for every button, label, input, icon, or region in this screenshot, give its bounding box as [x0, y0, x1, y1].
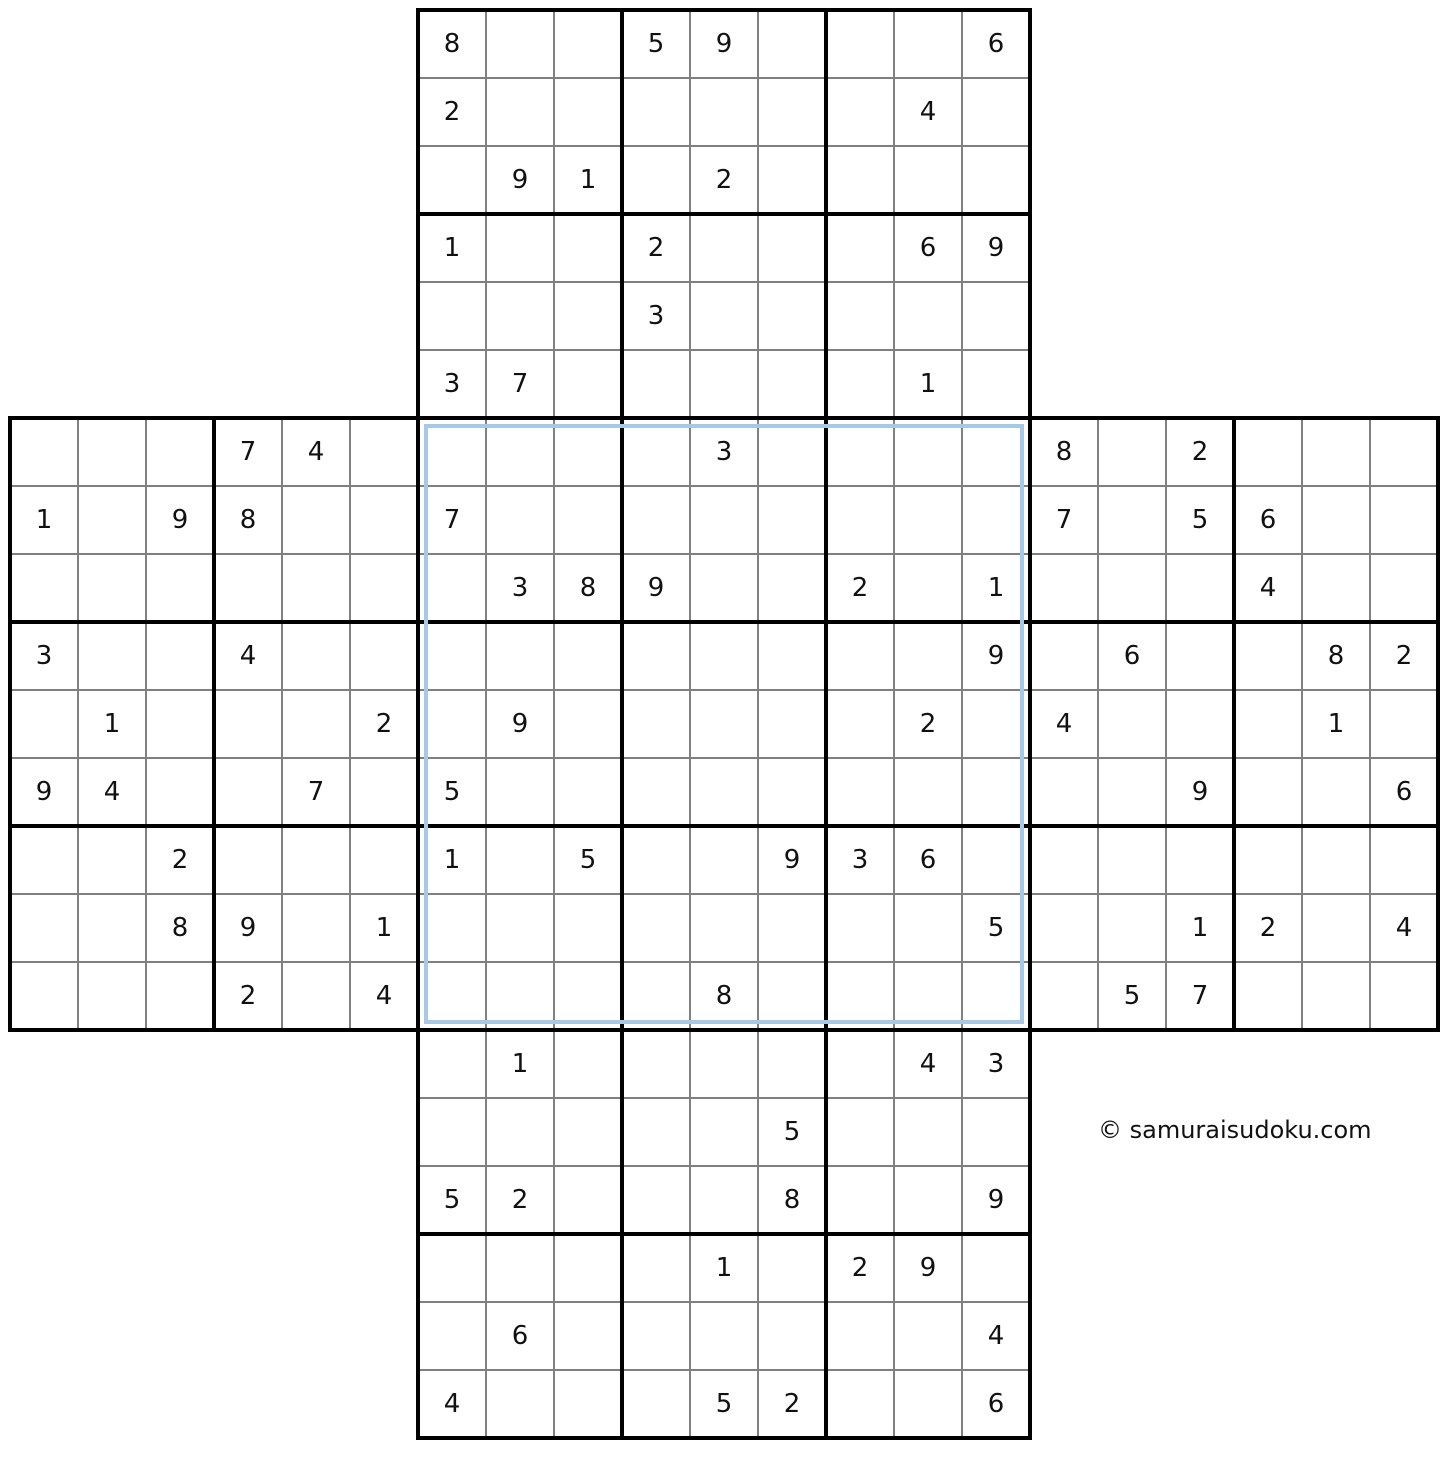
sudoku-cell[interactable]	[554, 622, 622, 690]
sudoku-cell[interactable]	[622, 418, 690, 486]
sudoku-cell[interactable]	[962, 418, 1030, 486]
sudoku-cell: 4	[1030, 690, 1098, 758]
sudoku-cell[interactable]	[1370, 962, 1438, 1030]
sudoku-cell[interactable]	[214, 690, 282, 758]
sudoku-cell: 9	[622, 554, 690, 622]
sudoku-cell[interactable]	[1098, 826, 1166, 894]
sudoku-cell[interactable]	[486, 10, 554, 78]
sudoku-cell: 5	[962, 894, 1030, 962]
sudoku-cell[interactable]	[758, 214, 826, 282]
sudoku-cell[interactable]	[554, 214, 622, 282]
sudoku-cell: 2	[1166, 418, 1234, 486]
sudoku-cell[interactable]	[962, 486, 1030, 554]
sudoku-cell[interactable]	[826, 214, 894, 282]
sudoku-cell: 1	[418, 214, 486, 282]
sudoku-cell: 2	[826, 1234, 894, 1302]
sudoku-cell: 5	[1166, 486, 1234, 554]
sudoku-cell[interactable]	[826, 1098, 894, 1166]
sudoku-cell: 7	[1030, 486, 1098, 554]
sudoku-cell[interactable]	[894, 486, 962, 554]
sudoku-cell[interactable]	[826, 962, 894, 1030]
sudoku-cell[interactable]	[10, 894, 78, 962]
sudoku-cell: 2	[486, 1166, 554, 1234]
sudoku-cell: 6	[1370, 758, 1438, 826]
sudoku-cell[interactable]	[894, 622, 962, 690]
sudoku-cell[interactable]	[554, 962, 622, 1030]
sudoku-cell[interactable]	[486, 1098, 554, 1166]
sudoku-cell[interactable]	[894, 962, 962, 1030]
sudoku-cell[interactable]	[214, 826, 282, 894]
sudoku-cell: 3	[826, 826, 894, 894]
sudoku-cell: 2	[622, 214, 690, 282]
sudoku-cell[interactable]	[1098, 554, 1166, 622]
sudoku-cell[interactable]	[690, 1098, 758, 1166]
sudoku-cell[interactable]	[622, 1166, 690, 1234]
sudoku-cell[interactable]	[418, 146, 486, 214]
sudoku-cell[interactable]	[690, 486, 758, 554]
sudoku-cell[interactable]	[690, 894, 758, 962]
sudoku-cell[interactable]	[962, 962, 1030, 1030]
sudoku-cell[interactable]	[554, 894, 622, 962]
sudoku-cell[interactable]	[826, 1166, 894, 1234]
sudoku-cell: 2	[418, 78, 486, 146]
sudoku-cell[interactable]	[826, 690, 894, 758]
sudoku-cell: 8	[758, 1166, 826, 1234]
sudoku-cell[interactable]	[78, 894, 146, 962]
sudoku-cell: 6	[1234, 486, 1302, 554]
sudoku-cell: 4	[418, 1370, 486, 1438]
sudoku-cell[interactable]	[826, 894, 894, 962]
sudoku-cell: 9	[1166, 758, 1234, 826]
sudoku-cell: 9	[758, 826, 826, 894]
sudoku-cell: 2	[146, 826, 214, 894]
sudoku-cell[interactable]	[690, 690, 758, 758]
sudoku-cell[interactable]	[1030, 758, 1098, 826]
sudoku-cell[interactable]	[758, 962, 826, 1030]
sudoku-cell: 8	[690, 962, 758, 1030]
sudoku-cell[interactable]	[146, 418, 214, 486]
sudoku-cell[interactable]	[758, 486, 826, 554]
sudoku-cell: 8	[214, 486, 282, 554]
sudoku-cell: 3	[486, 554, 554, 622]
sudoku-cell[interactable]	[418, 418, 486, 486]
sudoku-cell: 3	[10, 622, 78, 690]
sudoku-cell[interactable]	[350, 486, 418, 554]
sudoku-cell[interactable]	[622, 622, 690, 690]
sudoku-cell[interactable]	[1302, 554, 1370, 622]
sudoku-cell[interactable]	[962, 146, 1030, 214]
sudoku-cell[interactable]	[622, 826, 690, 894]
sudoku-cell[interactable]	[554, 1030, 622, 1098]
sudoku-cell[interactable]	[826, 418, 894, 486]
sudoku-cell[interactable]	[554, 10, 622, 78]
sudoku-cell[interactable]	[78, 554, 146, 622]
sudoku-cell[interactable]	[418, 622, 486, 690]
sudoku-cell[interactable]	[690, 826, 758, 894]
sudoku-cell: 7	[418, 486, 486, 554]
sudoku-cell[interactable]	[1370, 826, 1438, 894]
sudoku-cell[interactable]	[554, 1302, 622, 1370]
sudoku-cell: 1	[78, 690, 146, 758]
sudoku-cell[interactable]	[214, 758, 282, 826]
sudoku-cell[interactable]	[690, 622, 758, 690]
sudoku-cell[interactable]	[486, 78, 554, 146]
sudoku-cell[interactable]	[554, 350, 622, 418]
sudoku-cell[interactable]	[418, 1098, 486, 1166]
sudoku-cell[interactable]	[622, 962, 690, 1030]
sudoku-cell[interactable]	[1098, 486, 1166, 554]
sudoku-cell[interactable]	[1098, 894, 1166, 962]
sudoku-cell[interactable]	[78, 486, 146, 554]
sudoku-cell: 3	[622, 282, 690, 350]
sudoku-cell[interactable]	[1302, 486, 1370, 554]
sudoku-cell[interactable]	[78, 622, 146, 690]
sudoku-cell[interactable]	[758, 350, 826, 418]
sudoku-cell: 2	[758, 1370, 826, 1438]
sudoku-cell[interactable]	[758, 1234, 826, 1302]
sudoku-cell: 4	[1234, 554, 1302, 622]
sudoku-cell[interactable]	[826, 1302, 894, 1370]
sudoku-cell[interactable]	[1234, 758, 1302, 826]
sudoku-cell[interactable]	[486, 758, 554, 826]
sudoku-cell[interactable]	[690, 282, 758, 350]
sudoku-cell[interactable]	[486, 1370, 554, 1438]
sudoku-cell: 2	[894, 690, 962, 758]
sudoku-cell[interactable]	[622, 758, 690, 826]
sudoku-cell[interactable]	[486, 486, 554, 554]
sudoku-cell[interactable]	[146, 554, 214, 622]
sudoku-cell[interactable]	[146, 690, 214, 758]
sudoku-cell[interactable]	[1370, 554, 1438, 622]
sudoku-cell[interactable]	[690, 1166, 758, 1234]
sudoku-cell[interactable]	[282, 486, 350, 554]
sudoku-cell[interactable]	[622, 1370, 690, 1438]
sudoku-cell[interactable]	[214, 554, 282, 622]
sudoku-cell[interactable]	[554, 486, 622, 554]
sudoku-cell[interactable]	[10, 554, 78, 622]
sudoku-cell[interactable]	[486, 622, 554, 690]
sudoku-cell[interactable]	[146, 622, 214, 690]
sudoku-cell[interactable]	[826, 282, 894, 350]
sudoku-cell[interactable]	[78, 418, 146, 486]
sudoku-cell[interactable]	[894, 1370, 962, 1438]
sudoku-cell[interactable]	[554, 1166, 622, 1234]
sudoku-cell[interactable]	[282, 962, 350, 1030]
sudoku-cell[interactable]	[894, 1166, 962, 1234]
sudoku-cell[interactable]	[1030, 622, 1098, 690]
sudoku-cell[interactable]	[1166, 622, 1234, 690]
sudoku-cell[interactable]	[894, 1302, 962, 1370]
sudoku-cell[interactable]	[554, 758, 622, 826]
sudoku-cell[interactable]	[826, 622, 894, 690]
sudoku-cell[interactable]	[622, 350, 690, 418]
sudoku-cell[interactable]	[1302, 826, 1370, 894]
sudoku-cell: 9	[690, 10, 758, 78]
sudoku-cell: 7	[282, 758, 350, 826]
sudoku-cell[interactable]	[758, 1302, 826, 1370]
sudoku-cell[interactable]	[894, 418, 962, 486]
sudoku-cell[interactable]	[894, 10, 962, 78]
sudoku-cell[interactable]	[962, 758, 1030, 826]
sudoku-cell[interactable]	[758, 418, 826, 486]
sudoku-cell: 9	[962, 214, 1030, 282]
sudoku-cell: 1	[10, 486, 78, 554]
sudoku-cell[interactable]	[1098, 690, 1166, 758]
sudoku-cell[interactable]	[418, 554, 486, 622]
sudoku-cell[interactable]	[894, 894, 962, 962]
sudoku-cell[interactable]	[962, 78, 1030, 146]
sudoku-cell[interactable]	[758, 78, 826, 146]
sudoku-cell: 2	[690, 146, 758, 214]
sudoku-cell: 5	[554, 826, 622, 894]
sudoku-cell[interactable]	[894, 758, 962, 826]
sudoku-cell[interactable]	[622, 1030, 690, 1098]
sudoku-cell[interactable]	[10, 962, 78, 1030]
sudoku-cell[interactable]	[1234, 826, 1302, 894]
sudoku-cell: 1	[486, 1030, 554, 1098]
sudoku-cell[interactable]	[554, 1370, 622, 1438]
sudoku-cell[interactable]	[826, 1030, 894, 1098]
sudoku-cell: 8	[146, 894, 214, 962]
sudoku-cell[interactable]	[962, 1234, 1030, 1302]
sudoku-cell[interactable]	[1234, 690, 1302, 758]
sudoku-cell: 5	[418, 1166, 486, 1234]
sudoku-cell[interactable]	[1030, 894, 1098, 962]
sudoku-cell: 3	[690, 418, 758, 486]
sudoku-cell[interactable]	[1030, 554, 1098, 622]
sudoku-cell: 4	[214, 622, 282, 690]
sudoku-cell[interactable]	[486, 214, 554, 282]
sudoku-cell[interactable]	[758, 894, 826, 962]
sudoku-cell[interactable]	[622, 486, 690, 554]
sudoku-cell[interactable]	[78, 962, 146, 1030]
sudoku-cell: 9	[486, 146, 554, 214]
sudoku-cell: 7	[1166, 962, 1234, 1030]
sudoku-cell[interactable]	[1030, 826, 1098, 894]
sudoku-cell[interactable]	[350, 826, 418, 894]
sudoku-cell[interactable]	[1030, 962, 1098, 1030]
sudoku-cell[interactable]	[418, 282, 486, 350]
sudoku-cell[interactable]	[758, 1030, 826, 1098]
sudoku-cell: 5	[690, 1370, 758, 1438]
sudoku-cell[interactable]	[486, 826, 554, 894]
sudoku-cell: 7	[486, 350, 554, 418]
sudoku-cell[interactable]	[146, 962, 214, 1030]
sudoku-cell[interactable]	[486, 962, 554, 1030]
sudoku-cell: 8	[418, 10, 486, 78]
sudoku-cell[interactable]	[622, 1302, 690, 1370]
sudoku-cell[interactable]	[826, 78, 894, 146]
sudoku-cell[interactable]	[622, 690, 690, 758]
sudoku-cell[interactable]	[418, 1234, 486, 1302]
sudoku-cell: 1	[962, 554, 1030, 622]
sudoku-cell: 4	[962, 1302, 1030, 1370]
sudoku-cell[interactable]	[78, 826, 146, 894]
sudoku-cell[interactable]	[350, 622, 418, 690]
sudoku-cell: 5	[622, 10, 690, 78]
sudoku-cell: 1	[554, 146, 622, 214]
sudoku-cell[interactable]	[826, 10, 894, 78]
sudoku-cell: 2	[1234, 894, 1302, 962]
sudoku-cell[interactable]	[554, 418, 622, 486]
sudoku-cell[interactable]	[1234, 962, 1302, 1030]
sudoku-cell[interactable]	[554, 1234, 622, 1302]
sudoku-cell: 9	[486, 690, 554, 758]
sudoku-cell: 9	[894, 1234, 962, 1302]
sudoku-cell[interactable]	[1370, 418, 1438, 486]
sudoku-cell[interactable]	[1098, 418, 1166, 486]
sudoku-cell[interactable]	[282, 622, 350, 690]
sudoku-cell[interactable]	[758, 282, 826, 350]
sudoku-cell[interactable]	[1166, 826, 1234, 894]
sudoku-cell: 4	[894, 1030, 962, 1098]
sudoku-cell[interactable]	[962, 826, 1030, 894]
sudoku-cell[interactable]	[690, 758, 758, 826]
sudoku-cell[interactable]	[10, 690, 78, 758]
sudoku-cell: 9	[214, 894, 282, 962]
sudoku-cell[interactable]	[418, 962, 486, 1030]
sudoku-cell[interactable]	[758, 10, 826, 78]
sudoku-cell[interactable]	[554, 1098, 622, 1166]
sudoku-cell: 9	[962, 622, 1030, 690]
sudoku-cell[interactable]	[1166, 690, 1234, 758]
sudoku-cell[interactable]	[894, 146, 962, 214]
sudoku-cell[interactable]	[758, 554, 826, 622]
sudoku-cell[interactable]	[1370, 690, 1438, 758]
sudoku-cell[interactable]	[418, 1302, 486, 1370]
sudoku-cell[interactable]	[826, 146, 894, 214]
sudoku-cell[interactable]	[690, 554, 758, 622]
copyright-text: © samuraisudoku.com	[1098, 1116, 1372, 1144]
sudoku-cell[interactable]	[622, 894, 690, 962]
sudoku-cell[interactable]	[690, 1302, 758, 1370]
sudoku-cell[interactable]	[758, 758, 826, 826]
sudoku-cell[interactable]	[622, 78, 690, 146]
sudoku-cell[interactable]	[1234, 622, 1302, 690]
sudoku-cell[interactable]	[690, 214, 758, 282]
sudoku-cell[interactable]	[758, 146, 826, 214]
sudoku-cell[interactable]	[350, 758, 418, 826]
sudoku-cell: 8	[1030, 418, 1098, 486]
sudoku-cell: 8	[554, 554, 622, 622]
sudoku-cell: 6	[1098, 622, 1166, 690]
sudoku-cell: 6	[962, 1370, 1030, 1438]
sudoku-cell[interactable]	[282, 826, 350, 894]
sudoku-cell[interactable]	[10, 418, 78, 486]
sudoku-cell[interactable]	[622, 146, 690, 214]
sudoku-cell[interactable]	[894, 1098, 962, 1166]
sudoku-cell: 9	[962, 1166, 1030, 1234]
sudoku-cell: 1	[690, 1234, 758, 1302]
sudoku-cell: 5	[1098, 962, 1166, 1030]
sudoku-cell[interactable]	[282, 554, 350, 622]
sudoku-cell: 6	[894, 826, 962, 894]
sudoku-cell[interactable]	[486, 894, 554, 962]
sudoku-cell[interactable]	[1302, 758, 1370, 826]
sudoku-cell: 2	[826, 554, 894, 622]
sudoku-cell[interactable]	[1098, 758, 1166, 826]
sudoku-cell[interactable]	[962, 690, 1030, 758]
sudoku-cell[interactable]	[690, 1030, 758, 1098]
sudoku-cell: 2	[214, 962, 282, 1030]
sudoku-cell[interactable]	[758, 622, 826, 690]
sudoku-cell: 1	[418, 826, 486, 894]
sudoku-cell[interactable]	[962, 350, 1030, 418]
sudoku-cell[interactable]	[418, 1030, 486, 1098]
sudoku-cell[interactable]	[554, 282, 622, 350]
sudoku-cell: 3	[418, 350, 486, 418]
sudoku-cell: 9	[10, 758, 78, 826]
sudoku-cell[interactable]	[554, 78, 622, 146]
sudoku-cell[interactable]	[486, 418, 554, 486]
sudoku-cell[interactable]	[1302, 894, 1370, 962]
sudoku-cell: 4	[282, 418, 350, 486]
sudoku-cell: 4	[1370, 894, 1438, 962]
sudoku-cell[interactable]	[690, 350, 758, 418]
sudoku-cell[interactable]	[486, 1234, 554, 1302]
sudoku-cell[interactable]	[418, 894, 486, 962]
sudoku-cell[interactable]	[826, 350, 894, 418]
sudoku-cell[interactable]	[690, 78, 758, 146]
sudoku-cell[interactable]	[418, 690, 486, 758]
sudoku-cell: 2	[1370, 622, 1438, 690]
sudoku-cell: 8	[1302, 622, 1370, 690]
sudoku-cell[interactable]	[350, 554, 418, 622]
sudoku-cell[interactable]	[758, 690, 826, 758]
sudoku-cell[interactable]	[1302, 418, 1370, 486]
sudoku-cell[interactable]	[622, 1234, 690, 1302]
sudoku-cell: 5	[418, 758, 486, 826]
sudoku-cell[interactable]	[282, 690, 350, 758]
sudoku-cell: 6	[486, 1302, 554, 1370]
sudoku-cell: 6	[962, 10, 1030, 78]
sudoku-cell[interactable]	[962, 1098, 1030, 1166]
sudoku-cell[interactable]	[826, 1370, 894, 1438]
sudoku-cell: 1	[1166, 894, 1234, 962]
sudoku-cell[interactable]	[554, 690, 622, 758]
sudoku-cell: 4	[78, 758, 146, 826]
sudoku-cell[interactable]	[826, 486, 894, 554]
sudoku-cell: 2	[350, 690, 418, 758]
sudoku-cell: 5	[758, 1098, 826, 1166]
sudoku-cell[interactable]	[10, 826, 78, 894]
sudoku-cell[interactable]	[350, 418, 418, 486]
sudoku-cell[interactable]	[1302, 962, 1370, 1030]
sudoku-cell[interactable]	[282, 894, 350, 962]
sudoku-cell[interactable]	[894, 282, 962, 350]
sudoku-cell: 4	[350, 962, 418, 1030]
sudoku-cell: 7	[214, 418, 282, 486]
sudoku-cell[interactable]	[826, 758, 894, 826]
sudoku-cell: 3	[962, 1030, 1030, 1098]
sudoku-cell[interactable]	[1234, 418, 1302, 486]
sudoku-cell[interactable]	[1166, 554, 1234, 622]
sudoku-cell: 9	[146, 486, 214, 554]
sudoku-cell[interactable]	[622, 1098, 690, 1166]
sudoku-cell[interactable]	[894, 554, 962, 622]
sudoku-cell: 1	[894, 350, 962, 418]
sudoku-cell: 6	[894, 214, 962, 282]
sudoku-cell[interactable]	[486, 282, 554, 350]
sudoku-cell: 4	[894, 78, 962, 146]
sudoku-cell: 1	[1302, 690, 1370, 758]
sudoku-cell[interactable]	[1370, 486, 1438, 554]
sudoku-cell[interactable]	[146, 758, 214, 826]
sudoku-cell: 1	[350, 894, 418, 962]
sudoku-cell[interactable]	[962, 282, 1030, 350]
